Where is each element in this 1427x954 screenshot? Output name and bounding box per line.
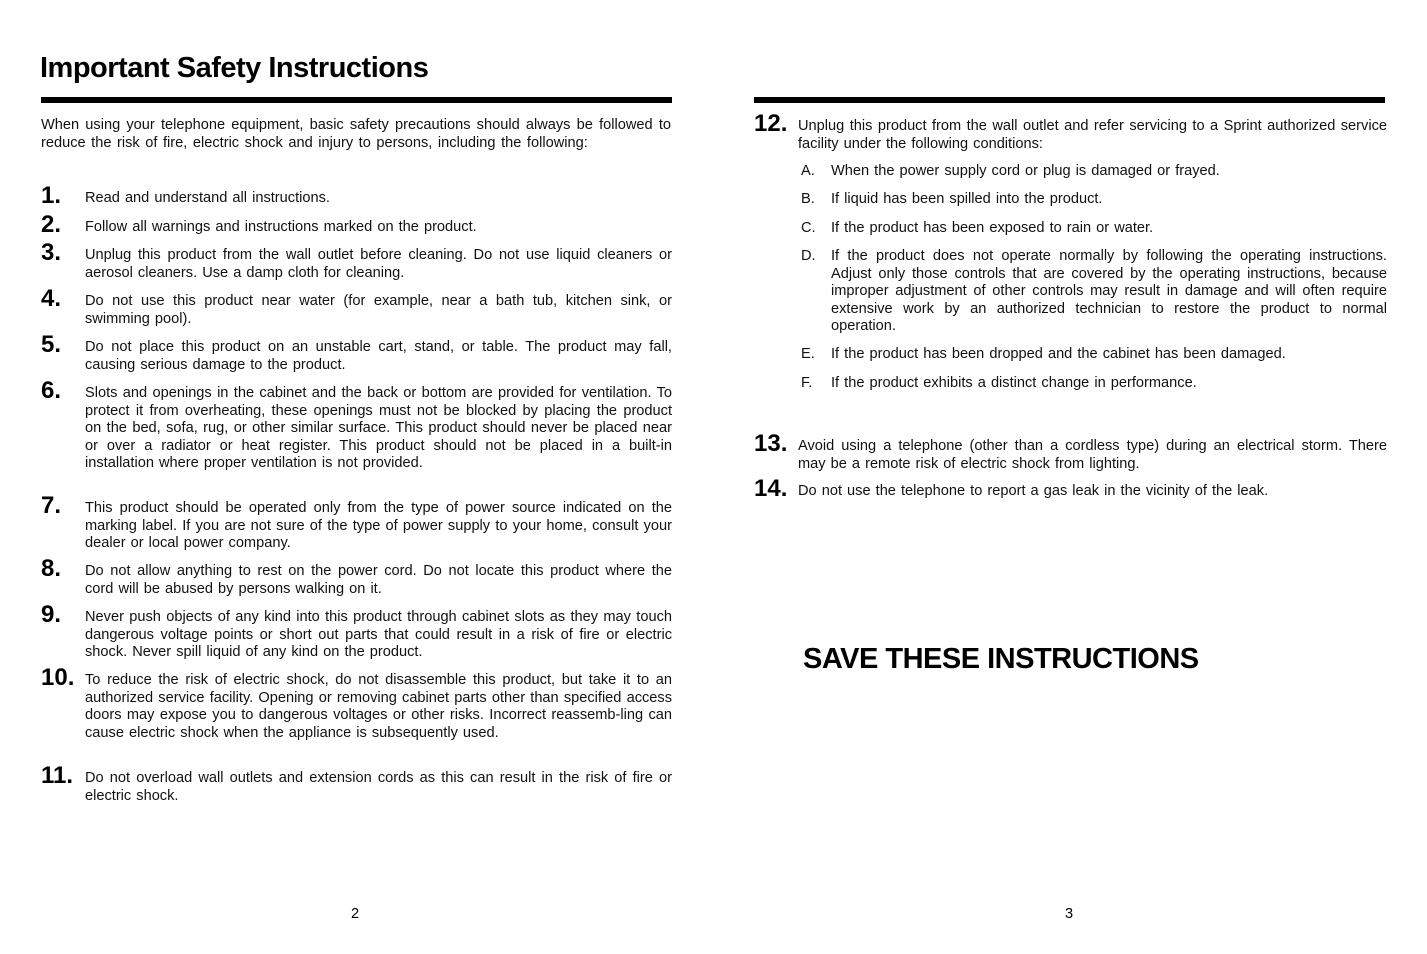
instruction-text: Read and understand all instructions.	[85, 190, 330, 206]
instruction-number: 2.	[41, 211, 62, 238]
instruction-text: Never push objects of any kind into this product through cabinet slots as they may touch dangerous voltage points or short out parts that could result in a risk of fire or electric shock. Never spill liquid of any kind on the product.	[85, 609, 672, 660]
condition-text: If the product does not operate normally by following the operating instructions. Adjust only those controls that are covered by the operating instructions, because improper adjustment of other controls may result in damage and will often require extensive work by an authorized technician to restore the product to normal operation.	[831, 248, 1387, 334]
condition-item-c	[801, 220, 1387, 238]
instruction-text: Do not use the telephone to report a gas leak in the vicinity of the leak.	[798, 483, 1269, 499]
instruction-item-1	[41, 182, 672, 209]
instruction-item-2	[41, 211, 672, 238]
instruction-item-13	[754, 430, 1387, 473]
condition-text: If the product exhibits a distinct change in performance.	[831, 375, 1197, 391]
condition-letter: D.	[801, 248, 816, 264]
intro-paragraph: When using your telephone equipment, basic safety precautions should always be followed to reduce the risk of fire, electric shock and injury to persons, including the following:	[41, 117, 671, 151]
instruction-item-7	[41, 492, 672, 553]
instruction-text: Avoid using a telephone (other than a cordless type) during an electrical storm. There may be a remote risk of electric shock from lighting.	[798, 438, 1387, 472]
condition-text: If the product has been dropped and the cabinet has been damaged.	[831, 346, 1286, 362]
condition-text: When the power supply cord or plug is damaged or frayed.	[831, 163, 1220, 179]
page-number: 3	[1065, 906, 1074, 922]
instruction-item-6	[41, 377, 672, 473]
instruction-number: 12.	[754, 110, 788, 137]
instruction-item-12	[754, 110, 1387, 153]
instruction-item-10	[41, 664, 672, 742]
condition-letter: B.	[801, 191, 815, 207]
instruction-text: Do not use this product near water (for example, near a bath tub, kitchen sink, or swimming pool).	[85, 293, 672, 327]
instruction-text: To reduce the risk of electric shock, do not disassemble this product, but take it to an authorized service facility. Opening or removing cabinet parts other than specified access doors may expose you to dangerous voltages or other risks. Incorrect reassemb-ling can cause electric shock when the appliance is subsequently used.	[85, 672, 672, 741]
condition-item-f	[801, 375, 1387, 393]
top-rule	[754, 97, 1385, 103]
instruction-item-4	[41, 285, 672, 328]
condition-item-d	[801, 248, 1387, 336]
title-rule	[41, 97, 672, 103]
instruction-item-14	[754, 475, 1387, 502]
instruction-item-5	[41, 331, 672, 374]
instruction-number: 8.	[41, 555, 62, 582]
instruction-number: 10.	[41, 664, 75, 691]
condition-letter: A.	[801, 163, 815, 179]
instruction-item-3	[41, 239, 672, 282]
instruction-number: 1.	[41, 182, 62, 209]
instruction-text: This product should be operated only from the type of power source indicated on the marking label. If you are not sure of the type of power supply to your home, consult your dealer or local power company.	[85, 500, 672, 551]
instruction-number: 14.	[754, 475, 788, 502]
condition-item-b	[801, 191, 1387, 209]
instruction-number: 6.	[41, 377, 62, 404]
left-page	[0, 0, 713, 954]
condition-text: If liquid has been spilled into the product.	[831, 191, 1103, 207]
instruction-number: 5.	[41, 331, 62, 358]
instruction-number: 11.	[41, 762, 74, 789]
instruction-text: Unplug this product from the wall outlet before cleaning. Do not use liquid cleaners or aerosol cleaners. Use a damp cloth for cleaning.	[85, 247, 672, 281]
page-title: Important Safety Instructions	[40, 52, 429, 84]
instruction-item-11	[41, 762, 672, 805]
condition-letter: C.	[801, 220, 816, 236]
condition-letter: F.	[801, 375, 813, 391]
condition-item-a	[801, 163, 1387, 181]
page-number: 2	[351, 906, 360, 922]
instruction-number: 4.	[41, 285, 62, 312]
condition-item-e	[801, 346, 1387, 364]
instruction-text: Follow all warnings and instructions marked on the product.	[85, 219, 477, 235]
instruction-number: 7.	[41, 492, 62, 519]
instruction-number: 13.	[754, 430, 788, 457]
instruction-text: Do not allow anything to rest on the power cord. Do not locate this product where the cord will be abused by persons walking on it.	[85, 563, 672, 597]
instruction-text: Do not overload wall outlets and extension cords as this can result in the risk of fire or electric shock.	[85, 770, 672, 804]
condition-text: If the product has been exposed to rain or water.	[831, 220, 1154, 236]
right-page	[713, 0, 1427, 954]
condition-letter: E.	[801, 346, 815, 362]
instruction-item-9	[41, 601, 672, 662]
instruction-text: Do not place this product on an unstable cart, stand, or table. The product may fall, causing serious damage to the product.	[85, 339, 672, 373]
instruction-number: 9.	[41, 601, 62, 628]
instruction-text: Unplug this product from the wall outlet and refer servicing to a Sprint authorized service facility under the following conditions:	[798, 118, 1387, 152]
instruction-text: Slots and openings in the cabinet and the back or bottom are provided for ventilation. To protect it from overheating, these openings must not be blocked by placing the product on the bed, sofa, rug, or other similar surface. This product should never be placed near or over a radiator or heat register. This product should not be placed in a built-in installation where proper ventilation is not provided.	[85, 385, 672, 471]
instruction-item-8	[41, 555, 672, 598]
save-instructions-heading: SAVE THESE INSTRUCTIONS	[803, 643, 1199, 675]
instruction-number: 3.	[41, 239, 62, 266]
